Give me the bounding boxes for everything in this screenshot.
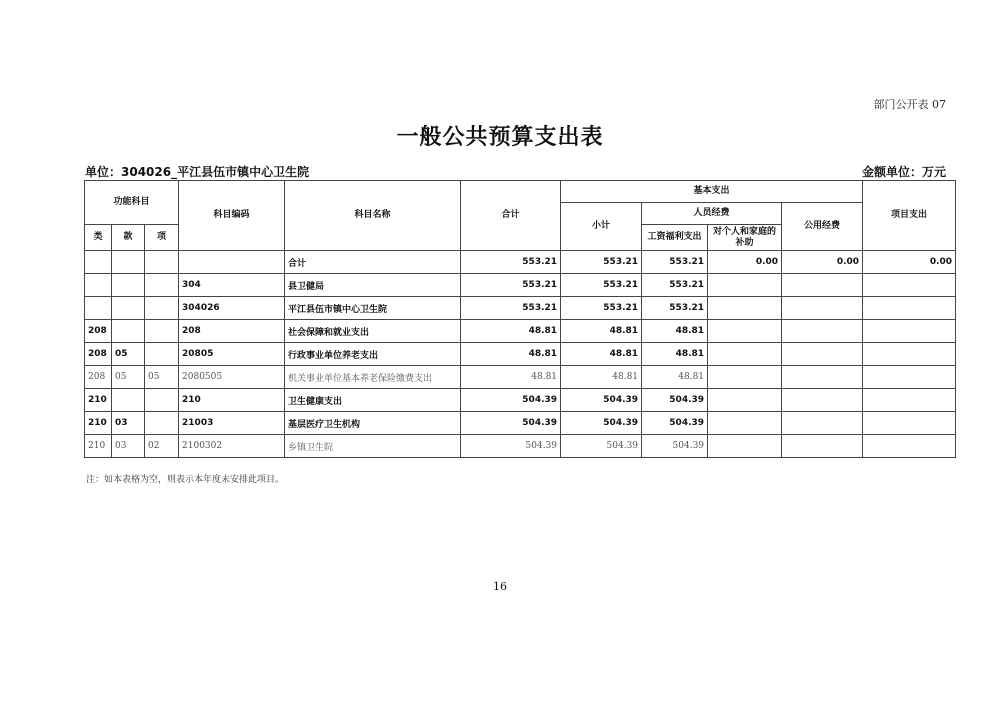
cell-public (782, 366, 863, 389)
header-project: 项目支出 (863, 181, 956, 251)
cell-code: 2080505 (179, 366, 285, 389)
cell-lei (85, 251, 112, 274)
cell-public (782, 320, 863, 343)
cell-code: 20805 (179, 343, 285, 366)
cell-kuan (112, 389, 145, 412)
cell-wages: 504.39 (642, 435, 708, 458)
table-note: 注：如本表格为空，则表示本年度未安排此项目。 (86, 475, 285, 485)
table-row (85, 297, 956, 320)
cell-code: 21003 (179, 412, 285, 435)
cell-total: 48.81 (461, 366, 561, 389)
header-wages: 工资福利支出 (642, 225, 708, 251)
cell-subtotal: 48.81 (561, 343, 642, 366)
cell-individual (708, 343, 782, 366)
header-name: 科目名称 (285, 181, 461, 251)
cell-individual (708, 320, 782, 343)
cell-xiang (145, 320, 179, 343)
cell-total: 553.21 (461, 274, 561, 297)
cell-subtotal: 553.21 (561, 251, 642, 274)
cell-individual: 0.00 (708, 251, 782, 274)
cell-public (782, 297, 863, 320)
cell-code (179, 251, 285, 274)
table-row (85, 435, 956, 458)
cell-code: 304 (179, 274, 285, 297)
page-title: 一般公共预算支出表 (396, 125, 604, 150)
cell-name: 卫生健康支出 (285, 389, 461, 412)
header-code: 科目编码 (179, 181, 285, 251)
cell-name: 平江县伍市镇中心卫生院 (285, 297, 461, 320)
cell-subtotal: 48.81 (561, 320, 642, 343)
cell-wages: 553.21 (642, 251, 708, 274)
cell-code: 210 (179, 389, 285, 412)
cell-total: 48.81 (461, 320, 561, 343)
cell-name: 行政事业单位养老支出 (285, 343, 461, 366)
cell-code: 2100302 (179, 435, 285, 458)
cell-lei: 208 (85, 366, 112, 389)
cell-wages: 504.39 (642, 389, 708, 412)
cell-public (782, 274, 863, 297)
cell-subtotal: 504.39 (561, 389, 642, 412)
cell-total: 553.21 (461, 297, 561, 320)
cell-name: 乡镇卫生院 (285, 435, 461, 458)
cell-xiang (145, 343, 179, 366)
cell-individual (708, 389, 782, 412)
cell-xiang: 02 (145, 435, 179, 458)
cell-code: 304026 (179, 297, 285, 320)
cell-xiang (145, 251, 179, 274)
cell-project (863, 297, 956, 320)
table-row (85, 412, 956, 435)
header-lei: 类 (85, 225, 112, 251)
cell-wages: 48.81 (642, 320, 708, 343)
cell-project (863, 366, 956, 389)
cell-kuan: 05 (112, 366, 145, 389)
table-row (85, 320, 956, 343)
cell-public (782, 343, 863, 366)
cell-kuan (112, 274, 145, 297)
cell-kuan: 05 (112, 343, 145, 366)
budget-table (84, 180, 956, 458)
cell-public (782, 435, 863, 458)
cell-total: 504.39 (461, 412, 561, 435)
cell-kuan (112, 297, 145, 320)
cell-project (863, 320, 956, 343)
cell-xiang (145, 297, 179, 320)
header-individual: 对个人和家庭的补助 (708, 225, 782, 251)
cell-xiang (145, 389, 179, 412)
form-number: 部门公开表 07 (873, 98, 946, 111)
cell-lei (85, 297, 112, 320)
table-row (85, 343, 956, 366)
header-total: 合计 (461, 181, 561, 251)
amount-unit-label: 金额单位：万元 (861, 165, 946, 179)
cell-subtotal: 504.39 (561, 435, 642, 458)
cell-kuan: 03 (112, 435, 145, 458)
cell-project (863, 274, 956, 297)
cell-lei: 210 (85, 389, 112, 412)
page-number: 16 (493, 580, 507, 593)
cell-lei (85, 274, 112, 297)
cell-name: 基层医疗卫生机构 (285, 412, 461, 435)
cell-wages: 553.21 (642, 297, 708, 320)
unit-label: 单位：304026_平江县伍市镇中心卫生院 (85, 165, 310, 179)
cell-name: 县卫健局 (285, 274, 461, 297)
cell-kuan: 03 (112, 412, 145, 435)
cell-wages: 48.81 (642, 366, 708, 389)
cell-total: 504.39 (461, 435, 561, 458)
cell-kuan (112, 251, 145, 274)
cell-public (782, 412, 863, 435)
cell-lei: 210 (85, 412, 112, 435)
cell-project (863, 435, 956, 458)
header-subtotal: 小计 (561, 203, 642, 251)
cell-xiang (145, 412, 179, 435)
cell-individual (708, 412, 782, 435)
cell-subtotal: 553.21 (561, 274, 642, 297)
cell-total: 504.39 (461, 389, 561, 412)
header-basic: 基本支出 (561, 181, 863, 203)
header-xiang: 项 (145, 225, 179, 251)
cell-wages: 553.21 (642, 274, 708, 297)
header-func-subject: 功能科目 (85, 181, 179, 225)
cell-subtotal: 48.81 (561, 366, 642, 389)
cell-public (782, 389, 863, 412)
table-row (85, 389, 956, 412)
cell-project (863, 412, 956, 435)
header-personnel: 人员经费 (642, 203, 782, 225)
cell-subtotal: 504.39 (561, 412, 642, 435)
cell-name: 社会保障和就业支出 (285, 320, 461, 343)
table-row (85, 251, 956, 274)
cell-project (863, 343, 956, 366)
header-kuan: 款 (112, 225, 145, 251)
cell-individual (708, 366, 782, 389)
cell-code: 208 (179, 320, 285, 343)
cell-individual (708, 435, 782, 458)
cell-lei: 210 (85, 435, 112, 458)
cell-total: 48.81 (461, 343, 561, 366)
cell-wages: 504.39 (642, 412, 708, 435)
cell-individual (708, 274, 782, 297)
header-public: 公用经费 (782, 203, 863, 251)
cell-lei: 208 (85, 343, 112, 366)
table-row (85, 366, 956, 389)
cell-name: 机关事业单位基本养老保险缴费支出 (285, 366, 461, 389)
cell-individual (708, 297, 782, 320)
table-row (85, 274, 956, 297)
cell-xiang (145, 274, 179, 297)
cell-xiang: 05 (145, 366, 179, 389)
cell-total: 553.21 (461, 251, 561, 274)
cell-project (863, 389, 956, 412)
cell-name: 合计 (285, 251, 461, 274)
cell-lei: 208 (85, 320, 112, 343)
cell-kuan (112, 320, 145, 343)
cell-wages: 48.81 (642, 343, 708, 366)
cell-project: 0.00 (863, 251, 956, 274)
cell-public: 0.00 (782, 251, 863, 274)
cell-subtotal: 553.21 (561, 297, 642, 320)
